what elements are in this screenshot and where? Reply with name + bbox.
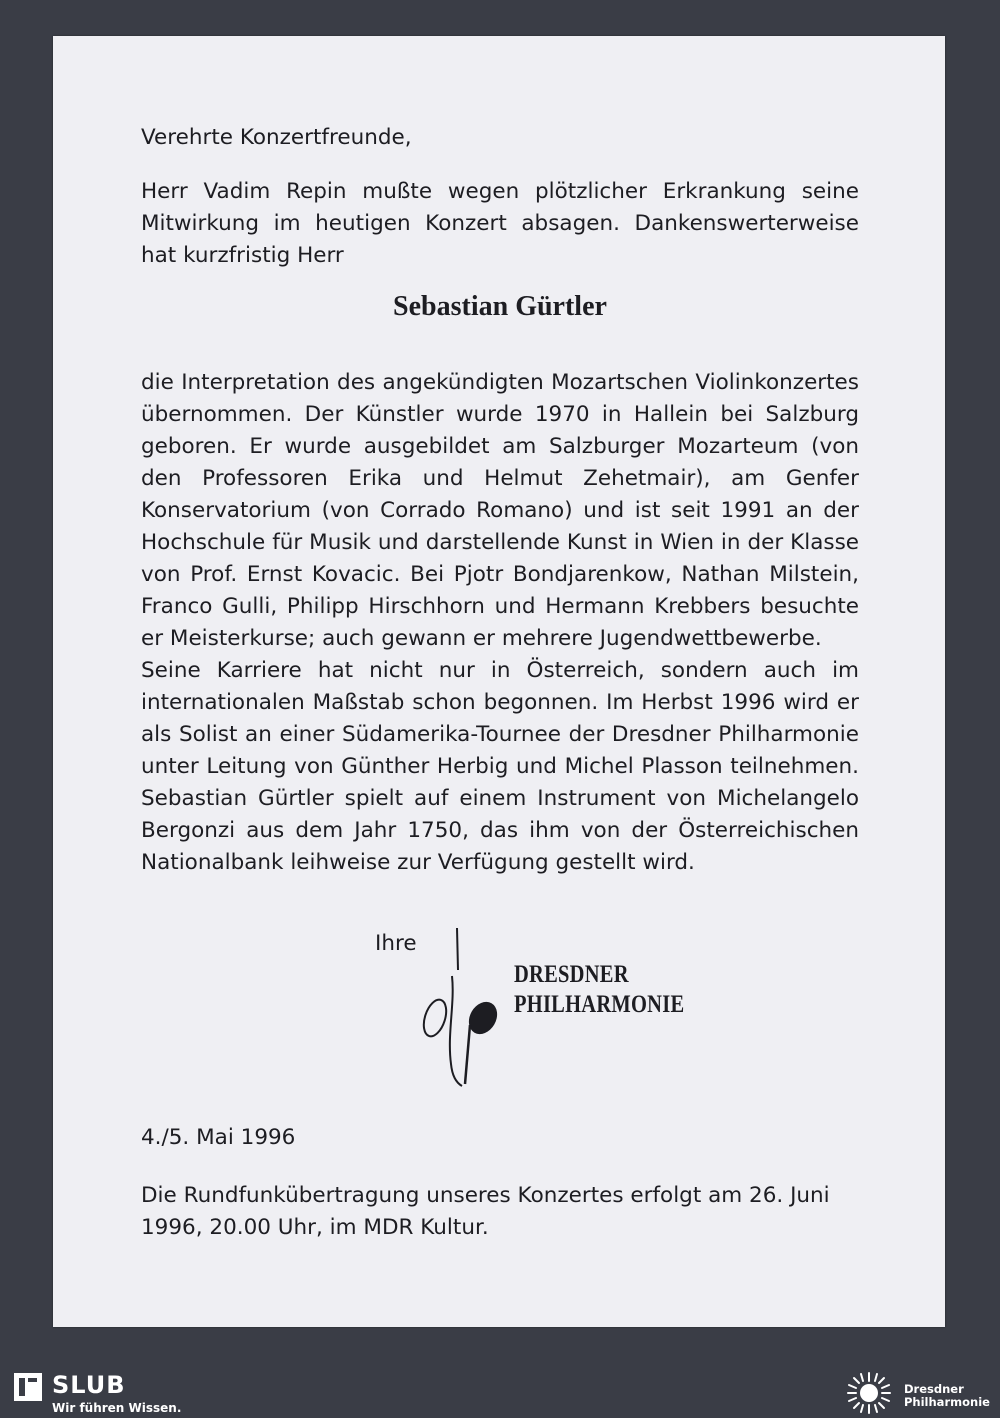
career-paragraph: Seine Karriere hat nicht nur in Österreich, sondern auch im internationalen Maßstab schon begonnen. Im Herbst 1996 wird er als Solist an einer Südamerika-Tournee der Dresdner Philharmonie unter Leitung von Günther Herbig und Michel Plasson teilnehmen. Sebastian Gürtler spielt auf einem Instrument von Michelangelo Bergonzi aus dem Jahr 1750, das ihm von der Österreichischen Nationalbank leihweise zur Verfügung gestellt wird. bbox=[141, 658, 859, 875]
closing-word: Ihre bbox=[375, 931, 417, 956]
logo-line-1: DRESDNER bbox=[514, 961, 629, 988]
slub-logo-icon bbox=[14, 1373, 42, 1401]
salutation: Verehrte Konzertfreunde, bbox=[141, 125, 412, 150]
biography-block bbox=[141, 367, 859, 879]
partner-line-2: Philharmonie bbox=[904, 1395, 990, 1409]
partner-logo-text bbox=[904, 1383, 990, 1409]
logo-wordmark bbox=[514, 960, 684, 1020]
partner-line-1: Dresdner bbox=[904, 1382, 964, 1396]
broadcast-note: Die Rundfunkübertragung unseres Konzertes erfolgt am 26. Juni 1996, 20.00 Uhr, im MDR Kultur. bbox=[141, 1183, 830, 1240]
intro-paragraph: Herr Vadim Repin mußte wegen plötzlicher Erkrankung seine Mitwirkung im heutigen Konzert absagen. Dankenswerterweise hat kurzfristig Herr bbox=[141, 179, 859, 268]
slub-title: SLUB bbox=[52, 1371, 126, 1399]
letter-page bbox=[53, 36, 945, 1327]
sun-emblem-icon bbox=[842, 1371, 896, 1415]
soloist-name: Sebastian Gürtler bbox=[393, 291, 607, 322]
logo-line-2: PHILHARMONIE bbox=[514, 991, 685, 1018]
concert-date: 4./5. Mai 1996 bbox=[141, 1125, 296, 1150]
slub-tagline: Wir führen Wissen. bbox=[52, 1401, 182, 1415]
biography-paragraph: die Interpretation des angekündigten Mozartschen Violinkonzertes übernommen. Der Künstler wurde 1970 in Hallein bei Salzburg geboren. Er wurde ausgebildet am Salzburger Mozarteum (von den Professoren Erika und Helmut Zehetmair), am Genfer Konservatorium (von Corrado Romano) und ist seit 1991 an der Hochschule für Musik und darstellende Kunst in Wien in der Klasse von Prof. Ernst Kovacic. Bei Pjotr Bondjarenkow, Nathan Milstein, Franco Gulli, Philipp Hirschhorn und Hermann Krebbers besuchte er Meisterkurse; auch gewann er mehrere Jugendwettbewerbe. bbox=[141, 370, 859, 651]
viewer-footer bbox=[0, 1363, 1000, 1418]
